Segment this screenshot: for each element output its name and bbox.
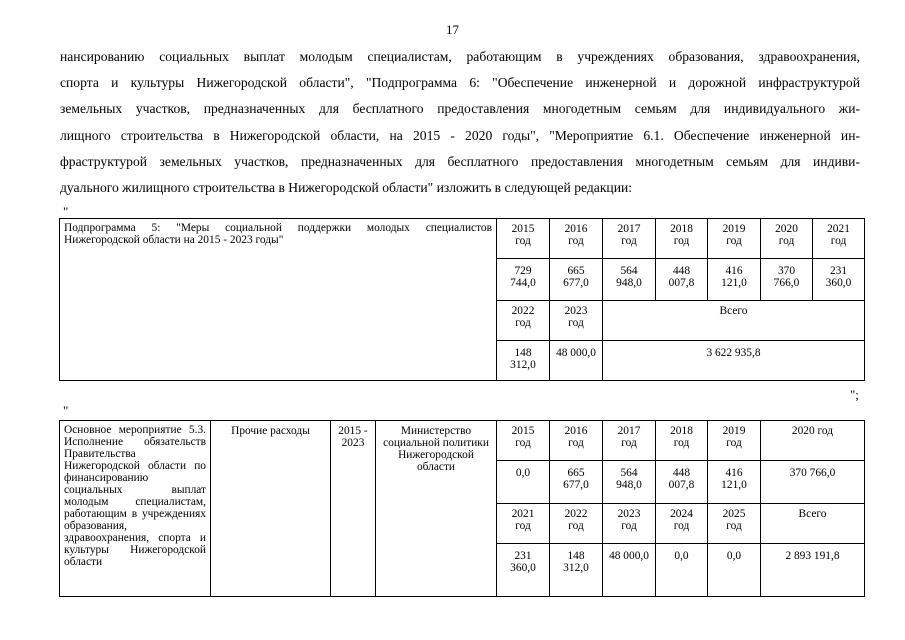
year-header: 2018 год (656, 219, 708, 259)
opening-quote: " (63, 204, 69, 219)
amount-cell: 564 948,0 (603, 259, 656, 301)
amount-cell: 231 360,0 (497, 544, 550, 597)
amount-cell: 0,0 (497, 461, 550, 504)
year-header: 2024 год (656, 504, 708, 544)
amount-cell: 0,0 (656, 544, 708, 597)
amount-cell: 148 312,0 (550, 544, 603, 597)
intro-line: нансированию социальных выплат молодым специалистам, работающим в учреждениях образования, здравоохранения, (60, 49, 860, 64)
opening-quote: " (63, 403, 69, 418)
amount-cell: 665 677,0 (550, 461, 603, 504)
intro-line: лищного строительства в Нижегородской области, на 2015 - 2020 годы", "Мероприятие 6.1. Обеспечение инженерной ин- (60, 127, 860, 143)
amount-cell: 370 766,0 (761, 259, 813, 301)
amount-cell: 448 007,8 (656, 259, 708, 301)
year-header: 2019 год (708, 421, 761, 461)
intro-line: фраструктурой земельных участков, предназначенных для бесплатного предоставления многодетным семьям для индиви- (60, 153, 860, 169)
intro-paragraph (60, 44, 860, 201)
amount-cell: 48 000,0 (603, 544, 656, 597)
year-header: 2016 год (550, 219, 603, 259)
year-header: 2022 год (550, 504, 603, 544)
total-amount-cell: 3 622 935,8 (603, 341, 865, 381)
period-cell: 2015 - 2023 (331, 421, 376, 597)
intro-line: дуального жилищного строительства в Нижегородской области" изложить в следующей редакции: (60, 180, 633, 196)
amount-cell: 416 121,0 (708, 259, 761, 301)
year-header: 2015 год (497, 219, 550, 259)
amount-cell: 231 360,0 (813, 259, 865, 301)
page-number: 17 (446, 22, 459, 37)
amount-cell: 665 677,0 (550, 259, 603, 301)
year-header: 2017 год (603, 421, 656, 461)
amount-cell: 48 000,0 (550, 341, 603, 381)
year-header: 2021 год (813, 219, 865, 259)
amount-cell: 370 766,0 (761, 461, 865, 504)
year-header: 2018 год (656, 421, 708, 461)
activity-name-cell: Основное мероприятие 5.3. Исполнение обязательств Правительства Нижегородской области по финансированию социальных выплат молодым специалистам, работающим в учреждениях образования, здравоохранения, спорта и культуры Нижегородской области (60, 421, 211, 597)
subprogram-5-table (59, 218, 865, 381)
year-header: 2020 год (761, 219, 813, 259)
total-header: Всего (761, 504, 865, 544)
expense-type-cell: Прочие расходы (211, 421, 331, 597)
subprogram-5-label: Подпрограмма 5: "Меры социальной поддержки молодых специалистов Нижегородской области на 2015 - 2023 годы" (60, 219, 497, 381)
year-header: 2019 год (708, 219, 761, 259)
year-header: 2016 год (550, 421, 603, 461)
year-header: 2025 год (708, 504, 761, 544)
year-header: 2023 год (550, 301, 603, 341)
total-amount-cell: 2 893 191,8 (761, 544, 865, 597)
activity-5-3-table (59, 420, 865, 597)
intro-line: земельных участков, предназначенных для бесплатного предоставления многодетным семьям для индивидуального жи- (60, 101, 860, 117)
year-header: 2021 год (497, 504, 550, 544)
executor-cell: Министерство социальной политики Нижегородской области (376, 421, 497, 597)
intro-line: спорта и культуры Нижегородской области", "Подпрограмма 6: "Обеспечение инженерной и дорожной инфраструктурой (60, 75, 860, 91)
year-header: 2017 год (603, 219, 656, 259)
year-header: 2020 год (761, 421, 865, 461)
amount-cell: 729 744,0 (497, 259, 550, 301)
year-header: 2023 год (603, 504, 656, 544)
year-header: 2022 год (497, 301, 550, 341)
amount-cell: 0,0 (708, 544, 761, 597)
closing-quote: "; (850, 387, 859, 402)
amount-cell: 564 948,0 (603, 461, 656, 504)
amount-cell: 148 312,0 (497, 341, 550, 381)
year-header: 2015 год (497, 421, 550, 461)
amount-cell: 416 121,0 (708, 461, 761, 504)
amount-cell: 448 007,8 (656, 461, 708, 504)
total-header: Всего (603, 301, 865, 341)
